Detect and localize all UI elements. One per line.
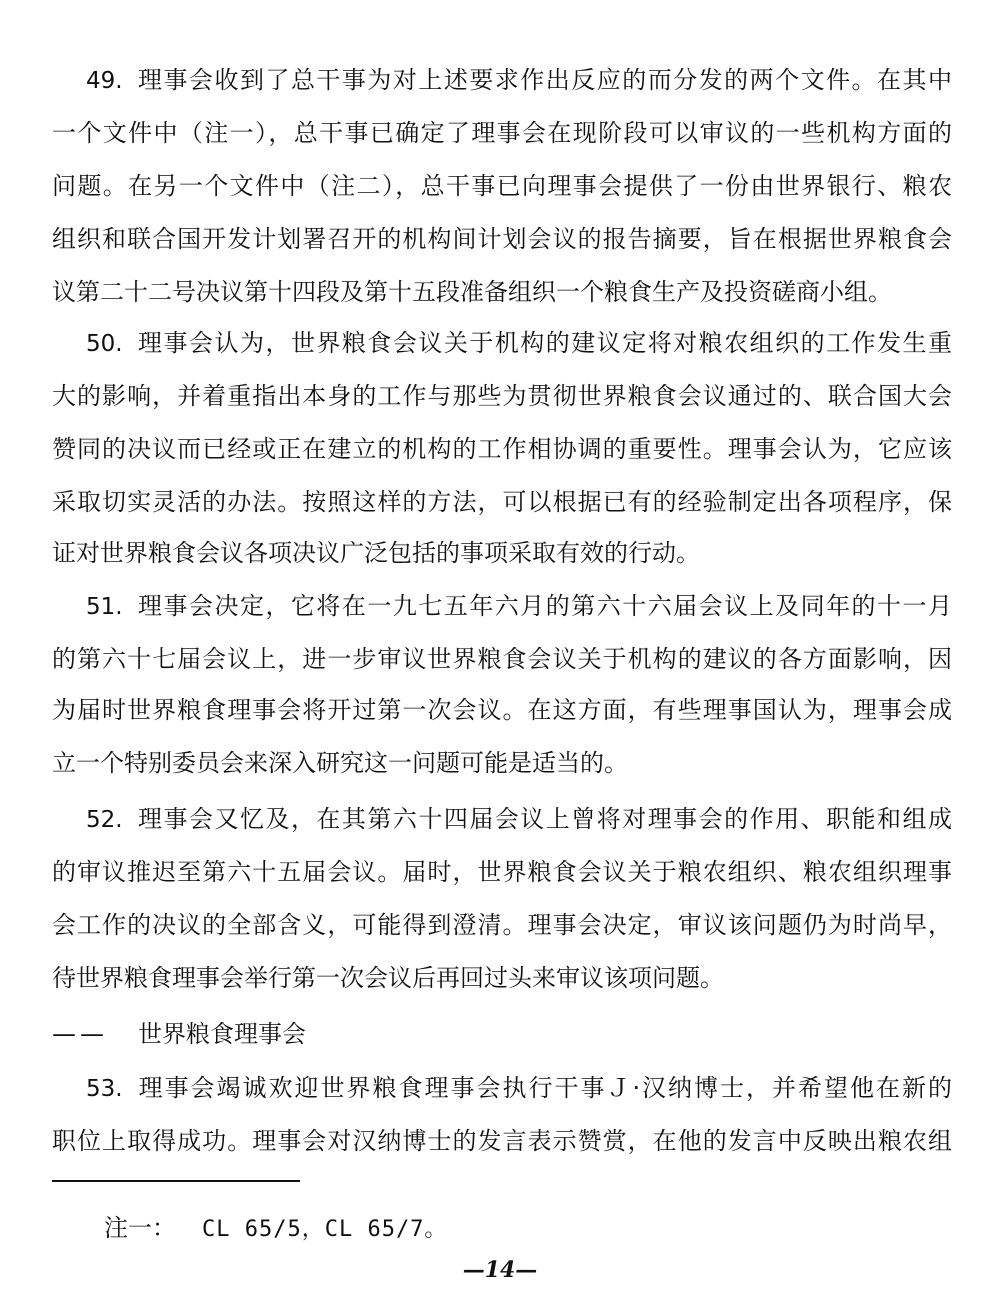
paragraph-50-line-4: 采取切实灵活的办法。按照这样的方法，可以根据已有的经验制定出各项程序，保 bbox=[52, 488, 952, 516]
paragraph-51-line-4: 立一个特别委员会来深入研究这一问题可能是适当的。 bbox=[52, 749, 628, 777]
paragraph-52-line-4: 待世界粮食理事会举行第一次会议后再回过头来审议该项问题。 bbox=[52, 964, 724, 992]
paragraph-number: 53. bbox=[86, 1076, 123, 1102]
paragraph-52-line-2: 的审议推迟至第六十五届会议。届时，世界粮食会议关于粮农组织、粮农组织理事 bbox=[52, 858, 952, 886]
paragraph-49-line-4: 组织和联合国开发计划署召开的机构间计划会议的报告摘要，旨在根据世界粮食会 bbox=[52, 225, 952, 253]
paragraph-49-line-2: 一个文件中（注一），总干事已确定了理事会在现阶段可以审议的一些机构方面的 bbox=[52, 119, 952, 147]
footnote-reference: CL 65/5，CL 65/7。 bbox=[202, 1217, 448, 1242]
heading-dash: —— bbox=[52, 1020, 108, 1048]
page-number: —14— bbox=[462, 1257, 538, 1283]
paragraph-number: 50. bbox=[86, 331, 123, 357]
paragraph-number: 51. bbox=[86, 594, 123, 620]
paragraph-51-line-3: 为届时世界粮食理事会将开过第一次会议。在这方面，有些理事国认为，理事会成 bbox=[52, 696, 952, 724]
footnote-divider bbox=[52, 1180, 300, 1182]
paragraph-number: 52. bbox=[86, 807, 123, 833]
paragraph-53-line-1: 53. 理事会竭诚欢迎世界粮食理事会执行干事Ｊ·汉纳博士，并希望他在新的 bbox=[86, 1074, 952, 1102]
paragraph-49-line-3: 问题。在另一个文件中（注二），总干事已向理事会提供了一份由世界银行、粮农 bbox=[52, 172, 952, 200]
paragraph-49-line-5: 议第二十二号决议第十四段及第十五段准备组织一个粮食生产及投资磋商小组。 bbox=[52, 278, 892, 306]
heading-title: 世界粮食理事会 bbox=[138, 1020, 306, 1048]
footnote-label: 注一： bbox=[104, 1214, 176, 1242]
paragraph-49-line-1: 49. 理事会收到了总干事为对上述要求作出反应的而分发的两个文件。在其中 bbox=[86, 66, 952, 94]
section-heading bbox=[52, 1014, 306, 1054]
paragraph-50-line-3: 赞同的决议而已经或正在建立的机构的工作相协调的重要性。理事会认为，它应该 bbox=[52, 435, 952, 463]
paragraph-51-line-2: 的第六十七届会议上，进一步审议世界粮食会议关于机构的建议的各方面影响，因 bbox=[52, 645, 952, 673]
paragraph-53-line-2: 职位上取得成功。理事会对汉纳博士的发言表示赞赏，在他的发言中反映出粮农组 bbox=[52, 1127, 952, 1155]
paragraph-number: 49. bbox=[86, 68, 123, 94]
paragraph-52-line-1: 52. 理事会又忆及，在其第六十四届会议上曾将对理事会的作用、职能和组成 bbox=[86, 805, 952, 833]
paragraph-50-line-2: 大的影响，并着重指出本身的工作与那些为贯彻世界粮食会议通过的、联合国大会 bbox=[52, 382, 952, 410]
paragraph-51-line-1: 51. 理事会决定，它将在一九七五年六月的第六十六届会议上及同年的十一月 bbox=[86, 592, 952, 620]
paragraph-50-line-1: 50. 理事会认为，世界粮食会议关于机构的建议定将对粮农组织的工作发生重 bbox=[86, 329, 952, 357]
paragraph-52-line-3: 会工作的决议的全部含义，可能得到澄清。理事会决定，审议该问题仍为时尚早， bbox=[52, 911, 952, 939]
paragraph-50-line-5: 证对世界粮食会议各项决议广泛包括的事项采取有效的行动。 bbox=[52, 539, 700, 567]
footnote bbox=[104, 1208, 447, 1248]
